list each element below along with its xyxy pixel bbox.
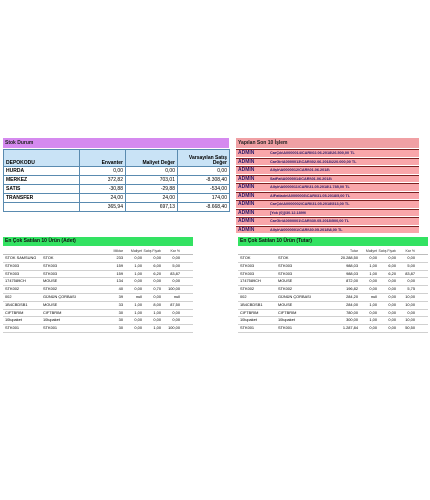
transaction-desc: [Yok (0)]\30.12.1899\ <box>270 210 307 215</box>
cell-maliyet: 0,00 <box>369 286 377 292</box>
col-satis-fiyati[interactable]: Satış Fiyatı <box>378 249 396 254</box>
cell-maliyet: 0,00 <box>134 255 142 260</box>
transaction-user: ADMIN <box>238 201 255 207</box>
cell-depo: MERKEZ <box>4 176 80 185</box>
col-maliyet[interactable]: Maliyet <box>130 249 142 254</box>
transaction-user: ADMIN <box>238 175 255 182</box>
table-row[interactable] <box>3 271 193 279</box>
cell-satis: 0,00 <box>388 301 396 307</box>
table-row[interactable] <box>238 325 428 333</box>
table-row[interactable] <box>3 263 193 271</box>
cell-maliyet: 1,00 <box>369 317 377 323</box>
cell-kar: null <box>173 293 180 299</box>
cell-satis: 0,00 <box>388 309 396 315</box>
top-amount-rows <box>238 255 428 333</box>
cell-satis: 0,70 <box>153 286 161 292</box>
table-row[interactable] <box>238 294 428 302</box>
table-row[interactable] <box>4 167 230 176</box>
cell-name: GÜNÜN ÇORBASI <box>43 293 76 299</box>
top-qty-rows <box>3 255 193 333</box>
transaction-desc: CarGir\A0000001\CARI\30.05.2018\500,00 TL <box>270 219 350 223</box>
cell-code: STOK SAMSUNG <box>5 255 37 260</box>
transaction-desc: AlIşIr\A0000011\CARI\31.05.2018\1.785,00 TL <box>270 185 350 189</box>
cell-code: STK001 <box>240 325 255 331</box>
cell-code: STK003 <box>5 270 20 276</box>
col-tutar[interactable]: Tutar <box>349 249 358 254</box>
cell-name: STK001 <box>43 325 58 331</box>
col-satis-deger[interactable]: Varsayılan Satış Değer <box>178 150 230 167</box>
table-row[interactable] <box>3 286 193 294</box>
cell-name: CIFTBRIM <box>43 309 62 315</box>
cell-name: 10lupaket <box>278 317 295 323</box>
cell-kar: 50,50 <box>405 325 415 331</box>
cell-satis: 0,00 <box>153 278 161 284</box>
cell-kar: 5,00 <box>172 262 180 268</box>
table-row[interactable] <box>238 302 428 310</box>
cell-maliyet: 0,00 <box>134 286 142 292</box>
col-depokodu[interactable]: DEPOKODU <box>4 150 80 167</box>
cell-code: STK003 <box>240 270 255 276</box>
cell-satis: 6,20 <box>153 270 161 276</box>
cell-name: STK002 <box>278 286 293 292</box>
cell-code: STOK <box>240 255 251 260</box>
cell-maliyet: 1,00 <box>369 270 377 276</box>
cell-depo: SATIS <box>4 185 80 194</box>
cell-name: CIFTBRIM <box>278 309 297 315</box>
cell-satis: 0,00 <box>388 325 396 331</box>
cell-code: 1747589CH <box>240 278 261 284</box>
cell-maliyet: 1,00 <box>134 309 142 315</box>
cell-maliyet: 0,00 <box>134 325 142 331</box>
list-item[interactable] <box>236 192 419 200</box>
cell-satis: 0,00 <box>153 293 161 299</box>
cell-kar: 100,00 <box>168 325 180 331</box>
cell-satis: 0,00 <box>153 317 161 323</box>
cell-kar: 0,00 <box>407 309 415 315</box>
cell-maliyet: 703,01 <box>126 176 178 185</box>
cell-code: 1B4CBDSB1 <box>240 301 263 307</box>
col-kar[interactable]: Kar % <box>405 249 415 254</box>
transaction-desc: AlIşIr\A0000001\CARI\30.05.2018\8,00 TL <box>270 227 343 232</box>
cell-depo: HURDA <box>4 167 80 176</box>
cell-name: STK002 <box>43 286 58 292</box>
cell-name: 10lupaket <box>43 317 60 323</box>
cell-maliyet: 1,00 <box>134 301 142 307</box>
cell-value: 30 <box>118 325 123 331</box>
cell-maliyet: 1,00 <box>134 262 142 268</box>
table-row[interactable] <box>238 317 428 325</box>
cell-maliyet: 1,00 <box>369 262 377 268</box>
list-item[interactable] <box>236 226 419 234</box>
list-item[interactable] <box>236 200 419 208</box>
cell-total-label <box>4 203 80 212</box>
cell-kar: 0,00 <box>407 255 415 260</box>
cell-maliyet: 0,00 <box>369 309 377 315</box>
cell-name: MOUSE <box>278 301 293 307</box>
col-miktar[interactable]: Miktar <box>113 249 123 254</box>
col-kar[interactable]: Kar % <box>170 249 180 254</box>
table-row[interactable] <box>238 310 428 318</box>
cell-value: 284,00 <box>346 301 358 307</box>
cell-value: 780,00 <box>346 309 358 315</box>
table-row[interactable] <box>4 185 230 194</box>
col-maliyet[interactable]: Maliyet <box>365 249 377 254</box>
cell-maliyet: 0,00 <box>134 317 142 323</box>
cell-code: STK001 <box>5 325 20 331</box>
cell-name: MOUSE <box>43 278 58 284</box>
cell-kar: 0,00 <box>172 309 180 315</box>
cell-kar: 83,87 <box>405 270 415 276</box>
transaction-desc: CarÇık\A0000002\CARI\31.05.2018\513,00 TL <box>270 202 350 206</box>
cell-envanter: 372,82 <box>80 176 126 185</box>
recent-transactions-title: Yapılan Son 10 İşlem <box>236 138 419 148</box>
cell-value: 40 <box>118 286 123 292</box>
cell-satis: 0,00 <box>388 317 396 323</box>
cell-code: 1B4CBDSB1 <box>5 301 28 307</box>
cell-satis: 0,00 <box>388 255 396 260</box>
cell-envanter: 24,00 <box>80 194 126 203</box>
cell-code: STK003 <box>5 262 20 268</box>
cell-value: 20.288,50 <box>340 255 358 260</box>
cell-maliyet: 0,00 <box>134 278 142 284</box>
transaction-desc: AlFatIade\A0000003\CARI\31.05.2018\5,00 TL <box>270 193 351 198</box>
cell-envanter: -30,88 <box>80 185 126 194</box>
transaction-desc: CarGir\A0000013\CARI\02.06.2018\220.000,00 TL <box>270 159 357 164</box>
cell-total-satis: -8.668,40 <box>178 203 230 212</box>
cell-satis: -8.308,40 <box>178 176 230 185</box>
list-item[interactable] <box>236 209 419 217</box>
cell-satis: 1,00 <box>153 309 161 315</box>
cell-maliyet: -29,88 <box>126 185 178 194</box>
transaction-user: ADMIN <box>238 158 255 165</box>
transaction-desc: CarÇık\A0000014\CARI\02.06.2018\26.500,00 TL <box>270 151 355 155</box>
cell-value: 196,82 <box>346 286 358 292</box>
cell-name: STK003 <box>43 270 58 276</box>
cell-code: CIFTBRIM <box>240 309 259 315</box>
table-row[interactable] <box>238 263 428 271</box>
table-row[interactable] <box>3 302 193 310</box>
cell-name: STK001 <box>278 325 293 331</box>
top-qty-header <box>3 246 193 255</box>
cell-code: STK002 <box>5 286 20 292</box>
top-amount-header <box>238 246 428 255</box>
cell-code: 10lupaket <box>5 317 22 323</box>
cell-satis: 0,00 <box>388 278 396 284</box>
cell-value: 872,00 <box>346 278 358 284</box>
col-maliyet-deger[interactable]: Maliyet Değer <box>126 150 178 167</box>
transaction-user: ADMIN <box>238 226 255 233</box>
cell-kar: 10,00 <box>405 317 415 323</box>
table-row[interactable] <box>4 194 230 203</box>
table-row[interactable] <box>3 294 193 302</box>
cell-value: 233 <box>116 255 123 260</box>
list-item[interactable] <box>236 183 419 191</box>
cell-code: 002 <box>5 293 12 299</box>
cell-name: STK003 <box>278 262 293 268</box>
cell-satis: 8,00 <box>153 301 161 307</box>
table-row[interactable] <box>238 255 428 263</box>
cell-name: STOK <box>278 255 289 260</box>
cell-kar: 5,75 <box>407 286 415 292</box>
cell-value: 30 <box>118 309 123 315</box>
cell-kar: 83,87 <box>170 270 180 276</box>
stock-status-table <box>3 149 230 212</box>
table-row[interactable] <box>3 255 193 263</box>
top-products-amount-title: En Çok Satılan 10 Ürün (Tutar) <box>238 237 428 246</box>
table-row[interactable] <box>3 278 193 286</box>
transaction-desc: SatFat\A0000014\CARI\01.06.2018\ <box>270 176 332 181</box>
cell-value: 30 <box>118 317 123 323</box>
transaction-user: ADMIN <box>238 218 255 224</box>
cell-kar: 10,00 <box>405 293 415 299</box>
cell-kar: 10,00 <box>405 301 415 307</box>
cell-satis: 0,00 <box>388 286 396 292</box>
cell-name: GÜNÜN ÇORBASI <box>278 293 311 299</box>
cell-value: 988,03 <box>346 262 358 268</box>
cell-value: 300,00 <box>346 317 358 323</box>
cell-code: STK003 <box>240 262 255 268</box>
transaction-desc: AlIşIr\A0000012\CARI\01.06.2018\ <box>270 168 330 172</box>
cell-kar: 0,00 <box>407 278 415 284</box>
cell-maliyet: 0,00 <box>369 255 377 260</box>
cell-code: 10lupaket <box>240 317 257 323</box>
cell-value: 988,03 <box>346 270 358 276</box>
cell-name: STOK <box>43 255 54 260</box>
cell-value: 159 <box>116 262 123 268</box>
cell-kar: 0,00 <box>172 255 180 260</box>
cell-satis: 6,00 <box>388 262 396 268</box>
cell-maliyet: 0,00 <box>369 278 377 284</box>
transaction-user: ADMIN <box>238 167 255 173</box>
cell-value: 1.287,84 <box>342 325 358 331</box>
cell-name: STK003 <box>43 262 58 268</box>
col-envanter[interactable]: Envanter <box>80 150 126 167</box>
cell-value: 159 <box>116 270 123 276</box>
cell-envanter: 0,00 <box>80 167 126 176</box>
cell-kar: 5,00 <box>407 262 415 268</box>
cell-satis: 6,20 <box>388 270 396 276</box>
cell-kar: 0,00 <box>172 278 180 284</box>
stock-status-panel <box>3 138 229 212</box>
cell-kar: 100,00 <box>168 286 180 292</box>
cell-satis: 0,00 <box>388 293 396 299</box>
cell-code: CIFTBRIM <box>5 309 24 315</box>
stock-status-title: Stok Durum <box>3 138 229 148</box>
cell-depo: TRANSFER <box>4 194 80 203</box>
table-row[interactable] <box>238 278 428 286</box>
transaction-user: ADMIN <box>238 209 255 216</box>
cell-satis: 174,00 <box>178 194 230 203</box>
list-item[interactable] <box>236 175 419 183</box>
cell-value: 33 <box>118 301 123 307</box>
cell-code: 1747589CH <box>5 278 26 284</box>
cell-satis: 6,00 <box>153 262 161 268</box>
top-products-qty-title: En Çok Satılan 10 Ürün (Adet) <box>3 237 193 246</box>
list-item[interactable] <box>236 158 419 166</box>
table-row[interactable] <box>3 310 193 318</box>
cell-maliyet: 1,00 <box>134 270 142 276</box>
cell-maliyet: null <box>135 293 142 299</box>
cell-satis: 0,00 <box>153 255 161 260</box>
cell-maliyet: null <box>370 293 377 299</box>
totals-row <box>4 203 230 212</box>
cell-maliyet: 0,00 <box>126 167 178 176</box>
table-row[interactable] <box>238 271 428 279</box>
cell-maliyet: 0,00 <box>369 325 377 331</box>
table-row[interactable] <box>4 176 230 185</box>
top-products-amount-panel <box>238 237 428 333</box>
stock-table-header <box>4 150 230 167</box>
list-item[interactable] <box>236 149 419 157</box>
table-row[interactable] <box>238 286 428 294</box>
cell-code: 002 <box>240 293 247 299</box>
table-row[interactable] <box>3 317 193 325</box>
transaction-user: ADMIN <box>238 150 255 156</box>
cell-satis: -534,00 <box>178 185 230 194</box>
cell-name: MOUSE <box>43 301 58 307</box>
cell-code: STK002 <box>240 286 255 292</box>
cell-total-maliyet: 697,13 <box>126 203 178 212</box>
cell-kar: 87,50 <box>170 301 180 307</box>
top-products-qty-panel <box>3 237 193 333</box>
cell-value: 134 <box>116 278 123 284</box>
table-row[interactable] <box>3 325 193 333</box>
cell-value: 284,20 <box>346 293 358 299</box>
cell-maliyet: 24,00 <box>126 194 178 203</box>
transaction-user: ADMIN <box>238 192 255 199</box>
list-item[interactable] <box>236 166 419 174</box>
recent-transactions-panel <box>236 138 419 233</box>
cell-name: MOUSE <box>278 278 293 284</box>
cell-value: 39 <box>118 293 123 299</box>
transaction-user: ADMIN <box>238 184 255 190</box>
list-item[interactable] <box>236 217 419 225</box>
cell-name: STK003 <box>278 270 293 276</box>
cell-kar: 0,00 <box>172 317 180 323</box>
cell-total-envanter: 365,94 <box>80 203 126 212</box>
cell-satis: 1,00 <box>153 325 161 331</box>
cell-satis: 0,00 <box>178 167 230 176</box>
col-satis-fiyati[interactable]: Satış Fiyatı <box>143 249 161 254</box>
cell-maliyet: 1,00 <box>369 301 377 307</box>
